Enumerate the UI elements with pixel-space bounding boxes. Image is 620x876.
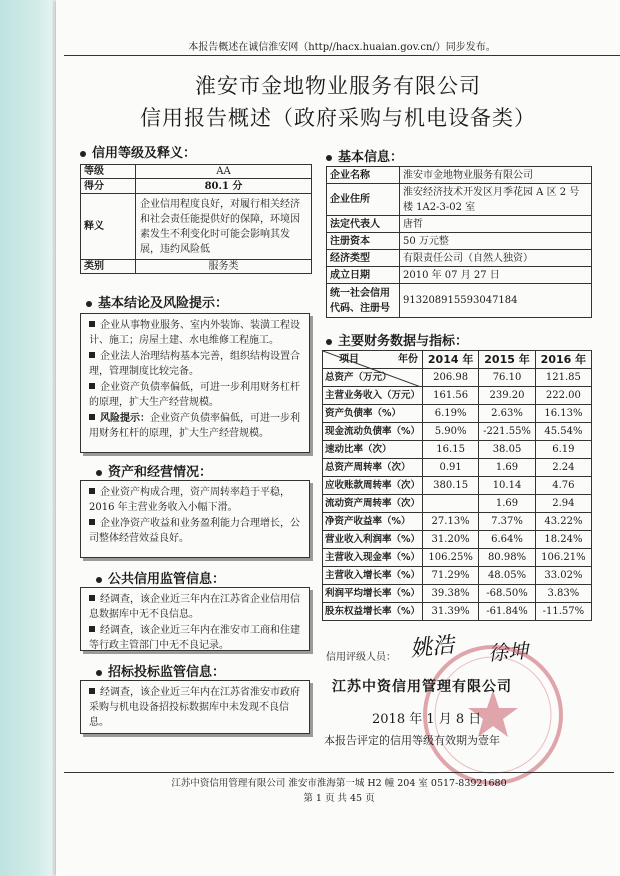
financial-value: 31.20% [423,531,479,549]
year-header: 2014 年 [423,351,479,369]
basic-row [327,250,592,267]
report-date: 2018 年 1 月 8 日 [372,712,482,727]
basic-label: 注册资本 [327,233,400,250]
financial-value: 16.13% [535,405,591,423]
financial-value: 71.29% [423,567,479,585]
public-box [80,587,310,651]
credit-heading [80,142,196,161]
financial-heading-text: 主要财务数据与指标： [338,334,469,349]
financial-value: 31.39% [423,603,479,621]
conclusion-heading-text: 基本结论及风险提示： [98,296,229,311]
square-bullet-icon [89,414,95,420]
bidding-heading [96,661,225,680]
financial-value: 43.22% [535,513,591,531]
financial-value: 80.98% [479,549,536,567]
financial-value: 16.15 [423,441,479,459]
risk-label: 风险提示： [100,413,150,424]
rater-signature-2: 徐坤 [487,638,529,666]
category-value: 服务类 [136,260,312,274]
basic-row [327,284,592,318]
financial-row [323,567,592,585]
financial-value: 5.90% [423,423,479,441]
header-divider [64,55,620,56]
financial-metric-label: 股东权益增长率（%） [323,603,423,621]
assets-heading [96,461,212,480]
financial-row [323,531,592,549]
basic-value: 有限责任公司（自然人独资） [400,250,592,267]
financial-metric-label: 主营收入增长率（%） [323,567,423,585]
credit-table [80,164,312,274]
financial-metric-label: 速动比率（次） [323,441,423,459]
basic-label: 经济类型 [327,250,400,267]
financial-value: 6.19 [535,441,591,459]
basic-label: 成立日期 [327,267,400,284]
financial-header-row [323,351,592,369]
financial-value: 1.69 [479,495,536,513]
credit-row-grade [81,165,312,179]
credit-row-meaning [81,194,312,260]
basic-heading-text: 基本信息： [338,150,404,165]
financial-value: 48.05% [479,567,536,585]
financial-value: 0.91 [423,459,479,477]
basic-heading [326,146,403,165]
validity-statement: 本报告评定的信用等级有效期为壹年 [324,734,500,747]
score-label: 得分 [81,179,136,194]
financial-value: 45.54% [535,423,591,441]
financial-metric-label: 现金流动负债率（%） [323,423,423,441]
financial-heading [326,330,468,349]
financial-value: 18.24% [535,531,591,549]
financial-value: -68.50% [479,585,536,603]
rating-agency: 江苏中资信用管理有限公司 [332,679,512,695]
financial-value: 1.69 [479,459,536,477]
financial-row [323,585,592,603]
category-label: 类别 [81,260,136,274]
assets-item: 企业资产构成合理，资产周转率趋于平稳，2016 年主营业务收入小幅下滑。 [89,487,290,513]
financial-row [323,477,592,495]
financial-metric-label: 总资产周转率（次） [323,459,423,477]
credit-heading-text: 信用等级及释义： [92,146,197,161]
bullet-icon [96,670,102,676]
company-title: 淮安市金地物业服务有限公司 [195,74,481,98]
financial-value: 2.63% [479,405,536,423]
financial-value: 6.64% [479,531,536,549]
conclusion-item: 企业从事物业服务、室内外装饰、装潢工程设计、施工；房屋土建、水电维修工程施工。 [89,320,300,346]
financial-metric-label: 资产负债率（%） [323,405,423,423]
financial-value: 76.10 [479,369,536,387]
risk-text: 企业资产负债率偏低，可进一步利用财务杠杆的原理，扩大生产经营规模。 [89,413,300,439]
financial-value: 239.20 [479,387,536,405]
financial-body [323,369,592,621]
credit-row-score [81,179,312,194]
financial-value: 10.14 [479,477,536,495]
bullet-icon [326,155,332,161]
basic-label: 统一社会信用代码、注册号 [327,284,400,318]
financial-metric-label: 主营收入现金率（%） [323,549,423,567]
basic-label: 企业住所 [327,184,400,216]
header-year: 年份 [398,354,419,365]
financial-value: 380.15 [423,477,479,495]
financial-value: 222.00 [535,387,591,405]
financial-value: 7.37% [479,513,536,531]
financial-value: 39.38% [423,585,479,603]
square-bullet-icon [89,626,95,632]
public-heading [96,568,225,587]
credit-row-category [81,260,312,274]
basic-value: 50 万元整 [400,233,592,250]
financial-value: 206.98 [423,369,479,387]
financial-row [323,513,592,531]
assets-item: 企业净资产收益和业务盈利能力合理增长，公司整体经营效益良好。 [89,518,300,544]
financial-value: 161.56 [423,387,479,405]
square-bullet-icon [89,352,95,358]
square-bullet-icon [89,321,95,327]
financial-row [323,549,592,567]
financial-metric-label: 营业收入利润率（%） [323,531,423,549]
square-bullet-icon [89,595,95,601]
diagonal-header-cell [323,351,423,369]
bidding-box [80,680,310,734]
basic-value: 2010 年 07 月 27 日 [400,267,592,284]
financial-value: -221.55% [479,423,536,441]
financial-metric-label: 总资产（万元） [323,369,423,387]
year-header: 2016 年 [535,351,591,369]
financial-value: -61.84% [479,603,536,621]
public-item: 经调查，该企业近三年内在江苏省企业信用信息数据库中无不良信息。 [89,594,300,620]
financial-metric-label: 流动资产周转率（次） [323,495,423,513]
square-bullet-icon [89,519,95,525]
financial-row [323,459,592,477]
bullet-icon [326,339,332,345]
financial-metric-label: 主营业务收入（万元） [323,387,423,405]
grade-value: AA [136,165,312,179]
risk-item [89,411,303,441]
financial-value: 4.76 [535,477,591,495]
public-heading-text: 公共信用监管信息： [108,572,226,587]
financial-value [423,495,479,513]
conclusion-item: 企业资产负债率偏低，可进一步利用财务杠杆的原理，扩大生产经营规模。 [89,382,300,408]
financial-value: 2.94 [535,495,591,513]
financial-metric-label: 利润平均增长率（%） [323,585,423,603]
financial-value: 3.83% [535,585,591,603]
financial-value: 106.25% [423,549,479,567]
square-bullet-icon [89,383,95,389]
conclusion-box [80,313,310,453]
financial-value: 33.02% [535,567,591,585]
financial-row [323,495,592,513]
grade-label: 等级 [81,165,136,179]
assets-box [80,480,310,558]
conclusion-item: 企业法人治理结构基本完善，组织结构设置合理，管理制度比较完备。 [89,351,300,377]
assets-heading-text: 资产和经营情况： [108,465,213,480]
financial-table [322,350,592,621]
basic-row [327,216,592,233]
bullet-icon [86,301,92,307]
financial-row [323,441,592,459]
basic-label: 企业名称 [327,167,400,184]
raters-label: 信用评级人员： [326,652,396,663]
financial-row [323,405,592,423]
background-strip [0,0,54,876]
financial-row [323,603,592,621]
financial-value: 2.24 [535,459,591,477]
footer-divider [64,772,614,773]
basic-label: 法定代表人 [327,216,400,233]
bullet-icon [80,151,86,157]
financial-row [323,387,592,405]
basic-info-table [326,166,592,318]
bidding-heading-text: 招标投标监管信息： [108,665,226,680]
basic-row [327,167,592,184]
financial-value: -11.57% [535,603,591,621]
financial-value: 38.05 [479,441,536,459]
score-value: 80.1 分 [136,179,312,194]
header-item: 项目 [339,354,359,365]
bullet-icon [96,577,102,583]
square-bullet-icon [89,488,95,494]
basic-value: 淮安经济技术开发区月季花园 A 区 2 号楼 1A2-3-02 室 [400,184,592,216]
conclusion-heading [86,292,228,311]
public-item: 经调查，该企业近三年内在淮安市工商和住建等行政主管部门中无不良记录。 [89,625,300,651]
year-header: 2015 年 [479,351,536,369]
report-title: 信用报告概述（政府采购与机电设备类） [140,106,536,130]
basic-row [327,267,592,284]
basic-value: 913208915593047184 [400,284,592,318]
bidding-item: 经调查，该企业近三年内在江苏省淮安市政府采购与机电设备招投标数据库中未发现不良信息。 [89,687,300,728]
footer-address: 江苏中资信用管理有限公司 淮安市淮海第一城 H2 幢 204 室 0517-83921680 [171,778,507,789]
financial-value: 121.85 [535,369,591,387]
basic-value: 唐哲 [400,216,592,233]
basic-row [327,184,592,216]
rater-signature-1: 姚浩 [409,632,456,663]
financial-metric-label: 净资产收益率（%） [323,513,423,531]
financial-row [323,423,592,441]
publication-notice: 本报告概述在诚信淮安网（http//hacx.huaian.gov.cn/）同步发布。 [188,42,496,53]
meaning-value: 企业信用程度良好，对履行相关经济和社会责任能提供好的保障，环境因素发生不利变化时可能会影响其发展，违约风险低 [136,194,312,260]
bullet-icon [96,470,102,476]
basic-row [327,233,592,250]
meaning-label: 释义 [81,194,136,260]
square-bullet-icon [89,688,95,694]
page-number: 第 1 页 共 45 页 [303,793,375,804]
financial-metric-label: 应收账款周转率（次） [323,477,423,495]
financial-value: 27.13% [423,513,479,531]
basic-value: 淮安市金地物业服务有限公司 [400,167,592,184]
financial-value: 106.21% [535,549,591,567]
financial-value: 6.19% [423,405,479,423]
